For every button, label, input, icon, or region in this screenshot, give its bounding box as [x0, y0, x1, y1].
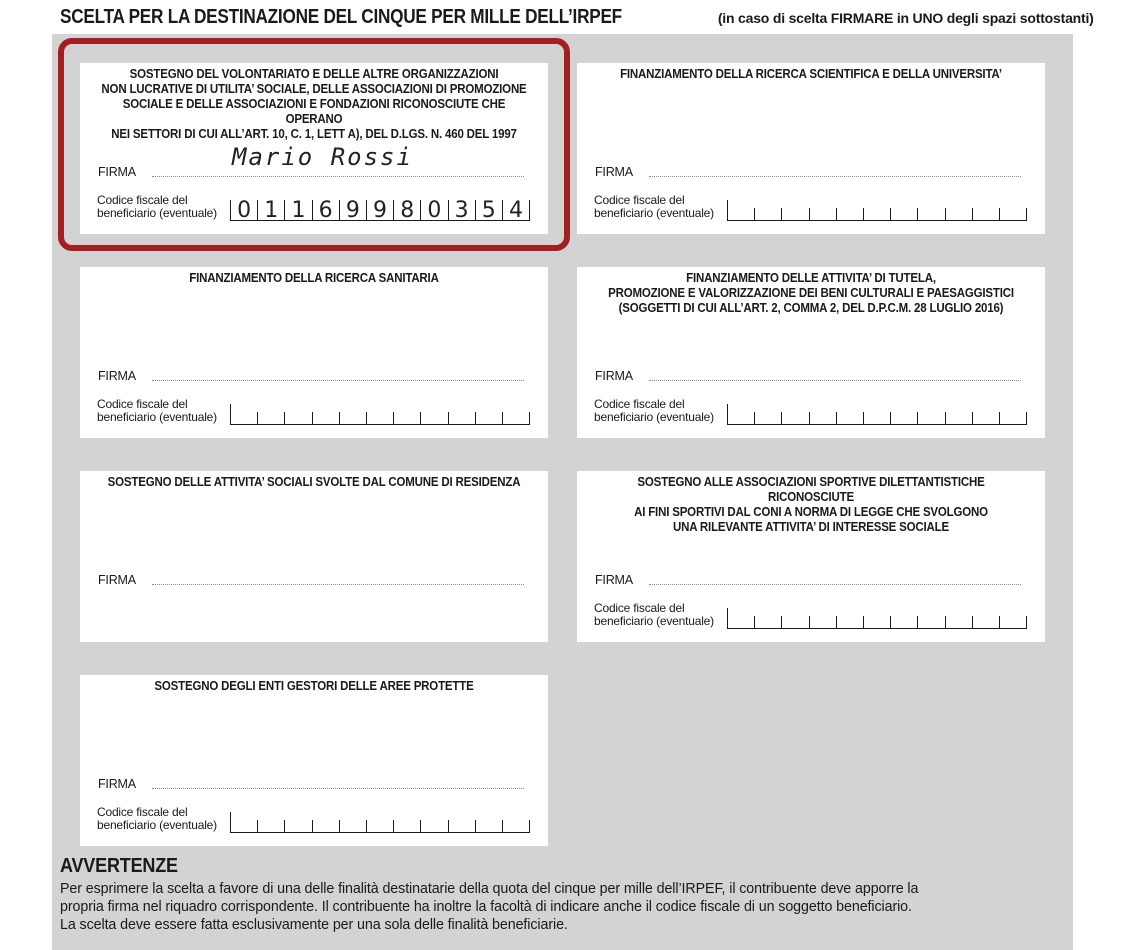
- avvertenze-title: AVVERTENZE: [60, 855, 178, 877]
- cf-cell: [475, 412, 502, 424]
- cf-cell: [727, 404, 754, 424]
- signature-field[interactable]: [649, 584, 1021, 585]
- choice-title: FINANZIAMENTO DELLA RICERCA SANITARIA: [189, 271, 439, 285]
- firma-label: FIRMA: [595, 573, 633, 587]
- form-instruction-note: (in caso di scelta FIRMARE in UNO degli spazi sottostanti): [717, 10, 1094, 26]
- cf-cell: [972, 616, 999, 628]
- cf-cell: [727, 608, 754, 628]
- avvertenze-line: Per esprimere la scelta a favore di una delle finalità destinatarie della quota del cinque per mille dell’IRPEF, il contribuente deve apporre la: [60, 881, 919, 897]
- codice-fiscale-label: Codice fiscale del beneficiario (eventuale): [594, 601, 714, 628]
- cf-cell: [945, 208, 972, 220]
- codice-fiscale-input[interactable]: [727, 608, 1027, 629]
- codice-fiscale-label: Codice fiscale del beneficiario (eventuale): [594, 193, 714, 220]
- choice-title: SOSTEGNO ALLE ASSOCIAZIONI SPORTIVE DILETTANTISTICHE RICONOSCIUTE AI FINI SPORTIVI DAL CONI A NORMA DI LEGGE CHE SVOLGONO UNA RILEVANTE ATTIVITA’ DI INTERESSE SOCIALE: [634, 475, 988, 534]
- choice-box-ricerca-scientifica: [577, 63, 1045, 234]
- avvertenze-line: propria firma nel riquadro corrispondente. Il contribuente ha inoltre la facoltà di indicare anche il codice fiscale di un soggetto beneficiario.: [60, 899, 912, 915]
- avvertenze-text: [60, 880, 1065, 934]
- cf-cell: [809, 616, 836, 628]
- cf-cell: [393, 820, 420, 832]
- cf-cell: [339, 820, 366, 832]
- cf-digit: 0: [427, 198, 442, 223]
- cf-cell: [863, 412, 890, 424]
- choice-box-comune-residenza: [80, 471, 548, 642]
- choice-box-beni-culturali: [577, 267, 1045, 438]
- cf-cell: [284, 412, 311, 424]
- choice-title: SOSTEGNO DEGLI ENTI GESTORI DELLE AREE PROTETTE: [154, 679, 474, 693]
- cf-cell: [366, 412, 393, 424]
- cf-cell: [836, 616, 863, 628]
- cf-cell: [312, 412, 339, 424]
- firma-label: FIRMA: [595, 165, 633, 179]
- form-header: [60, 6, 1127, 29]
- choice-box-ricerca-sanitaria: [80, 267, 548, 438]
- choice-title: SOSTEGNO DEL VOLONTARIATO E DELLE ALTRE ORGANIZZAZIONI NON LUCRATIVE DI UTILITA’ SOCIALE, DELLE ASSOCIAZIONI DI PROMOZIONE SOCIALE E DELLE ASSOCIAZIONI E FONDAZIONI RICONOSCIUTE CHE OPERANO NEI SETTORI DI CUI ALL’ART. 10, C. 1, LETT A), DEL D.LGS. N. 460 DEL 1997: [101, 67, 527, 141]
- cf-cell: [502, 820, 530, 832]
- cf-cell: [863, 616, 890, 628]
- selected-choice-highlight: [58, 38, 570, 251]
- cf-cell: [284, 820, 311, 832]
- cf-cell: [448, 412, 475, 424]
- cf-cell: [836, 412, 863, 424]
- cf-cell: [727, 200, 754, 220]
- cf-cell: [781, 208, 808, 220]
- cf-digit: 6: [318, 198, 333, 223]
- cf-cell: [890, 208, 917, 220]
- firma-label: FIRMA: [98, 165, 136, 179]
- cf-cell: [754, 412, 781, 424]
- cf-cell: [917, 412, 944, 424]
- choice-title: SOSTEGNO DELLE ATTIVITA’ SOCIALI SVOLTE DAL COMUNE DI RESIDENZA: [107, 475, 521, 489]
- codice-fiscale-label: Codice fiscale del beneficiario (eventuale): [594, 397, 714, 424]
- cf-cell: [781, 412, 808, 424]
- cf-cell: [448, 820, 475, 832]
- firma-label: FIRMA: [98, 369, 136, 383]
- cf-cell: [781, 616, 808, 628]
- cf-cell: [972, 412, 999, 424]
- cf-cell: [945, 616, 972, 628]
- firma-label: FIRMA: [98, 573, 136, 587]
- signature-field[interactable]: [649, 176, 1021, 177]
- firma-label: FIRMA: [595, 369, 633, 383]
- cf-digit: 1: [291, 198, 306, 223]
- choice-box-aree-protette: [80, 675, 548, 846]
- firma-label: FIRMA: [98, 777, 136, 791]
- choice-title: FINANZIAMENTO DELLA RICERCA SCIENTIFICA E DELLA UNIVERSITA’: [620, 67, 1002, 81]
- cf-cell: [809, 412, 836, 424]
- codice-fiscale-label: Codice fiscale del beneficiario (eventuale): [97, 397, 217, 424]
- cf-cell: [475, 820, 502, 832]
- codice-fiscale-label: Codice fiscale del beneficiario (eventuale): [97, 805, 217, 832]
- codice-fiscale-input[interactable]: [230, 812, 530, 833]
- cf-digit: 9: [345, 198, 360, 223]
- cf-cell: [420, 820, 447, 832]
- cf-cell: [890, 616, 917, 628]
- cf-digit: 3: [454, 198, 469, 223]
- choice-box-associazioni-sportive: [577, 471, 1045, 642]
- cf-cell: [312, 820, 339, 832]
- codice-fiscale-input[interactable]: [727, 200, 1027, 221]
- cf-cell: [836, 208, 863, 220]
- cf-cell: [754, 208, 781, 220]
- cf-cell: [339, 412, 366, 424]
- cf-cell: [999, 616, 1027, 628]
- cf-cell: [257, 412, 284, 424]
- signature-handwritten: Mario Rossi: [232, 143, 413, 171]
- cf-digit: 4: [508, 198, 523, 223]
- cf-cell: [945, 412, 972, 424]
- cf-cell: [420, 412, 447, 424]
- signature-field[interactable]: [152, 584, 524, 585]
- cf-cell: [754, 616, 781, 628]
- cf-cell: [230, 404, 257, 424]
- form-title: SCELTA PER LA DESTINAZIONE DEL CINQUE PER MILLE DELL’IRPEF: [60, 6, 622, 28]
- cf-digit: 9: [373, 198, 388, 223]
- cf-cell: [257, 820, 284, 832]
- cf-cell: [999, 208, 1027, 220]
- cf-digit: 0: [237, 198, 252, 223]
- signature-field[interactable]: [152, 788, 524, 789]
- cf-cell: [393, 412, 420, 424]
- cf-cell: [999, 412, 1027, 424]
- avvertenze-line: La scelta deve essere fatta esclusivamente per una sola delle finalità beneficiarie.: [60, 917, 568, 933]
- codice-fiscale-label: Codice fiscale del beneficiario (eventuale): [97, 193, 217, 220]
- cf-cell: [366, 820, 393, 832]
- cf-digit: 1: [264, 198, 279, 223]
- cf-cell: [502, 412, 530, 424]
- signature-field[interactable]: [649, 380, 1021, 381]
- cf-digit: 8: [400, 198, 415, 223]
- cf-cell: [863, 208, 890, 220]
- cf-cell: [809, 208, 836, 220]
- choice-title: FINANZIAMENTO DELLE ATTIVITA’ DI TUTELA, PROMOZIONE E VALORIZZAZIONE DEI BENI CULTURALI E PAESAGGISTICI (SOGGETTI DI CUI ALL’ART. 2, COMMA 2, DEL D.P.C.M. 28 LUGLIO 2016): [608, 271, 1014, 315]
- cf-cell: [917, 616, 944, 628]
- cf-cell: [972, 208, 999, 220]
- signature-field[interactable]: [152, 380, 524, 381]
- cf-cell: [230, 812, 257, 832]
- codice-fiscale-input[interactable]: [230, 404, 530, 425]
- cf-digit: 5: [481, 198, 496, 223]
- codice-fiscale-input[interactable]: [727, 404, 1027, 425]
- cf-cell: [890, 412, 917, 424]
- cf-cell: [917, 208, 944, 220]
